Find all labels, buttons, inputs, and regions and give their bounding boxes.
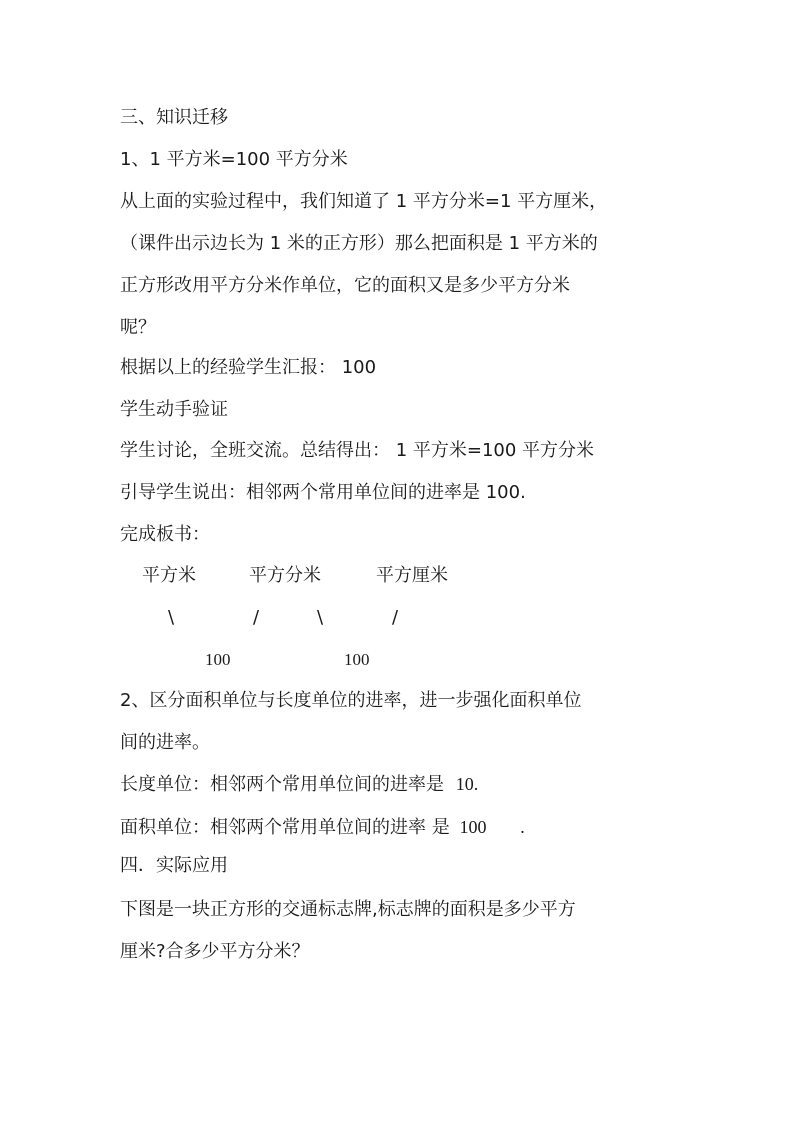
area-unit-label: 面积单位：相邻两个常用单位间的进率 是 — [120, 817, 450, 838]
board-unit: 平方分米 — [249, 565, 321, 586]
item1-para-line: 呢？ — [120, 317, 156, 338]
item2-title-line: 2、区分面积单位与长度单位的进率，进一步强化面积单位 — [120, 690, 582, 711]
length-unit-rate — [120, 772, 478, 797]
board-slash: \ — [168, 607, 175, 628]
guide-statement: 引导学生说出：相邻两个常用单位间的进率是 100. — [120, 482, 526, 503]
area-unit-value: 100 — [459, 817, 487, 837]
section4-para-line: 厘米?合多少平方分米？ — [120, 941, 310, 962]
section4-para-line: 下图是一块正方形的交通标志牌,标志牌的面积是多少平方 — [120, 899, 576, 920]
length-unit-value: 10. — [455, 774, 479, 794]
board-rate: 100 — [205, 650, 231, 669]
length-unit-label: 长度单位：相邻两个常用单位间的进率是 — [120, 774, 444, 795]
area-unit-rate — [120, 815, 525, 840]
item1-para-line: 从上面的实验过程中，我们知道了 1 平方分米=1 平方厘米， — [120, 191, 608, 212]
item1-title: 1、1 平方米=100 平方分米 — [120, 149, 348, 170]
student-discuss: 学生讨论，全班交流。总结得出： 1 平方米=100 平方分米 — [120, 440, 595, 461]
board-rate: 100 — [344, 650, 370, 669]
board-unit: 平方米 — [142, 565, 196, 586]
area-unit-end: . — [520, 817, 525, 837]
item1-para-line: （课件出示边长为 1 米的正方形）那么把面积是 1 平方米的 — [120, 233, 598, 254]
board-slash: / — [392, 607, 399, 628]
board-unit: 平方厘米 — [376, 565, 448, 586]
student-report: 根据以上的经验学生汇报： 100 — [120, 357, 377, 378]
board-label: 完成板书： — [120, 524, 210, 545]
student-verify: 学生动手验证 — [120, 399, 228, 420]
item2-title-line: 间的进率。 — [120, 732, 210, 753]
board-slash: \ — [317, 607, 324, 628]
item1-para-line: 正方形改用平方分米作单位，它的面积又是多少平方分米 — [120, 275, 570, 296]
section3-heading: 三、知识迁移 — [120, 107, 228, 128]
section4-heading: 四．实际应用 — [120, 855, 228, 876]
board-slash: / — [253, 607, 260, 628]
